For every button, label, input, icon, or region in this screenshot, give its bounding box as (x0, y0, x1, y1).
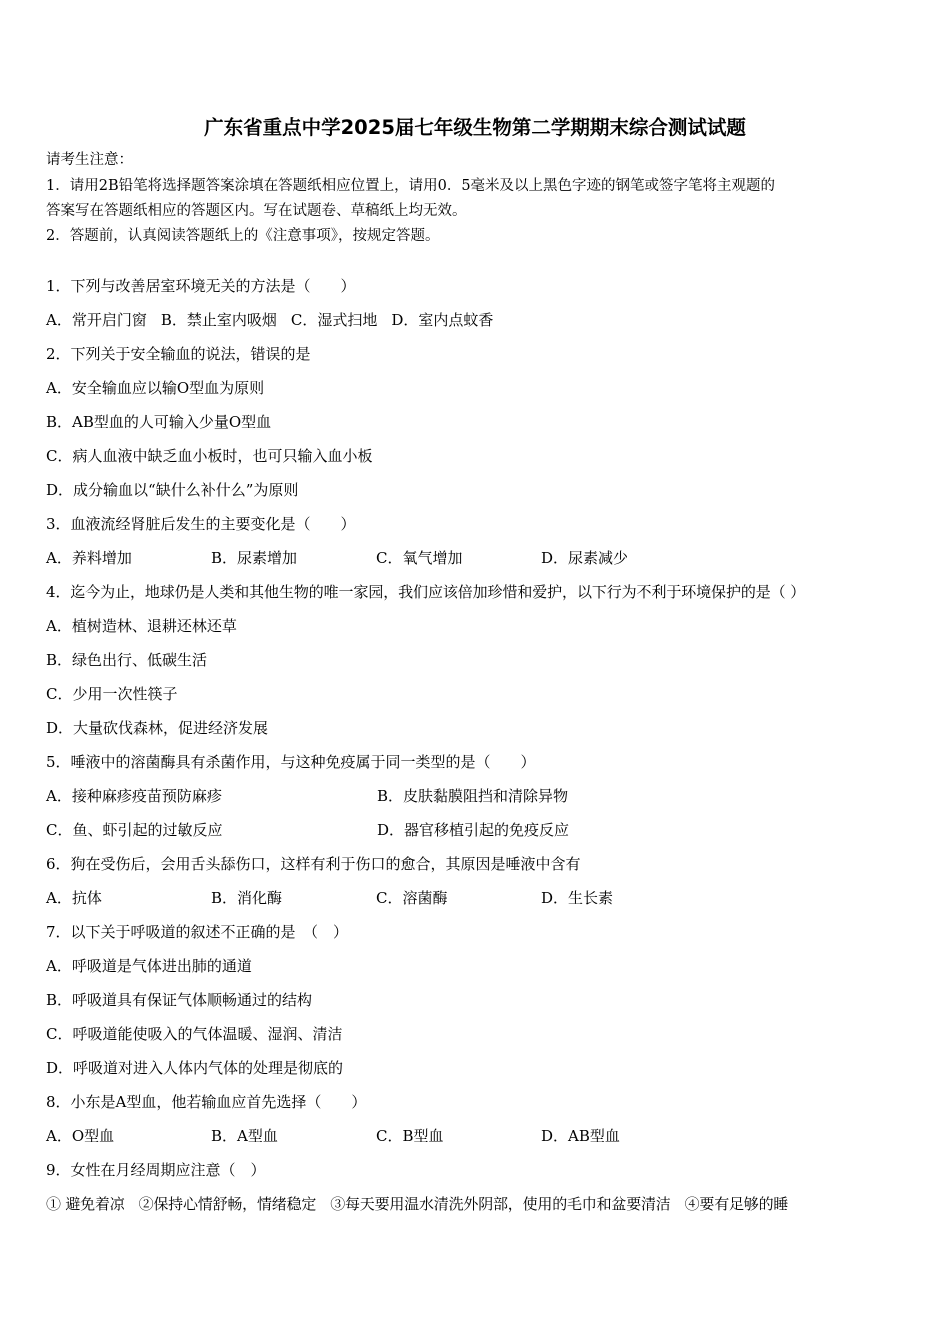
option-row (46, 786, 708, 806)
option: D．呼吸道对进入人体内气体的处理是彻底的 (46, 1059, 344, 1077)
question-stem: 7．以下关于呼吸道的叙述不正确的是 （ ） (46, 923, 349, 941)
page-title: 广东省重点中学2025届七年级生物第二学期期末综合测试试题 (204, 116, 746, 139)
question-stem: 9．女性在月经周期应注意（ ） (46, 1161, 266, 1179)
option: A．养料增加 (46, 549, 132, 567)
option: C．湿式扫地 (290, 311, 378, 329)
option: C．B型血 (376, 1127, 444, 1145)
option: D．成分输血以“缺什么补什么”为原则 (46, 481, 299, 499)
option: B．禁止室内吸烟 (160, 311, 277, 329)
option-row (46, 310, 507, 330)
question-stem: 2．下列关于安全输血的说法，错误的是 (46, 345, 311, 363)
question-stem: 6．狗在受伤后，会用舌头舔伤口，这样有利于伤口的愈合，其原因是唾液中含有 (46, 855, 581, 873)
option: D．器官移植引起的免疫反应 (377, 821, 570, 839)
option: C．鱼、虾引起的过敏反应 (46, 821, 223, 839)
option: B．绿色出行、低碳生活 (46, 651, 208, 669)
option: A．植树造林、退耕还林还草 (46, 617, 237, 635)
option: B．尿素增加 (211, 549, 298, 567)
option: A．常开启门窗 (46, 311, 147, 329)
option-row (46, 820, 708, 840)
option: C．溶菌酶 (376, 889, 448, 907)
option-row (46, 548, 706, 568)
option: B．A型血 (211, 1127, 278, 1145)
notice-line: 1．请用2B铅笔将选择题答案涂填在答题纸相应位置上，请用0．5毫米及以上黑色字迹的钢笔或签字笔将主观题的 (46, 178, 776, 194)
question-stem: 4．迄今为止，地球仍是人类和其他生物的唯一家园，我们应该倍加珍惜和爱护，以下行为不利于环境保护的是（ ） (46, 583, 806, 601)
option: B．皮肤黏膜阻挡和清除异物 (377, 787, 569, 805)
option: ②保持心情舒畅，情绪稳定 (138, 1195, 317, 1213)
option: A．安全输血应以输O型血为原则 (46, 379, 265, 397)
notice-line: 答案写在答题纸相应的答题区内。写在试题卷、草稿纸上均无效。 (46, 203, 467, 219)
option: C．氧气增加 (376, 549, 463, 567)
question-stem: 8．小东是A型血，他若输血应首先选择（ ） (46, 1093, 367, 1111)
option: A．接种麻疹疫苗预防麻疹 (46, 787, 222, 805)
question-stem: 3．血液流经肾脏后发生的主要变化是（ ） (46, 515, 356, 533)
question-stem: 5．唾液中的溶菌酶具有杀菌作用，与这种免疫属于同一类型的是（ ） (46, 753, 536, 771)
option: A．呼吸道是气体进出肺的通道 (46, 957, 252, 975)
option: ① 避免着凉 (46, 1195, 125, 1213)
option: D．室内点蚊香 (391, 311, 494, 329)
option: D．大量砍伐森林，促进经济发展 (46, 719, 269, 737)
option: C．病人血液中缺乏血小板时，也可只输入血小板 (46, 447, 373, 465)
notice-heading: 请考生注意： (46, 152, 133, 168)
option: C．呼吸道能使吸入的气体温暖、湿润、清洁 (46, 1025, 343, 1043)
option-row (46, 1126, 706, 1146)
option: A．O型血 (46, 1127, 115, 1145)
option-row (46, 888, 706, 908)
option: D．AB型血 (541, 1127, 620, 1145)
option: B．呼吸道具有保证气体顺畅通过的结构 (46, 991, 313, 1009)
option: A．抗体 (46, 889, 102, 907)
option: B．消化酶 (211, 889, 283, 907)
option-row (46, 1194, 802, 1214)
option: ④要有足够的睡 (684, 1195, 789, 1213)
notice-line: 2．答题前，认真阅读答题纸上的《注意事项》，按规定答题。 (46, 228, 440, 244)
option: D．尿素减少 (541, 549, 629, 567)
question-stem: 1．下列与改善居室环境无关的方法是（ ） (46, 277, 356, 295)
option: B．AB型血的人可输入少量O型血 (46, 413, 272, 431)
option: C．少用一次性筷子 (46, 685, 178, 703)
option: ③每天要用温水清洗外阴部，使用的毛巾和盆要清洁 (330, 1195, 671, 1213)
option: D．生长素 (541, 889, 614, 907)
